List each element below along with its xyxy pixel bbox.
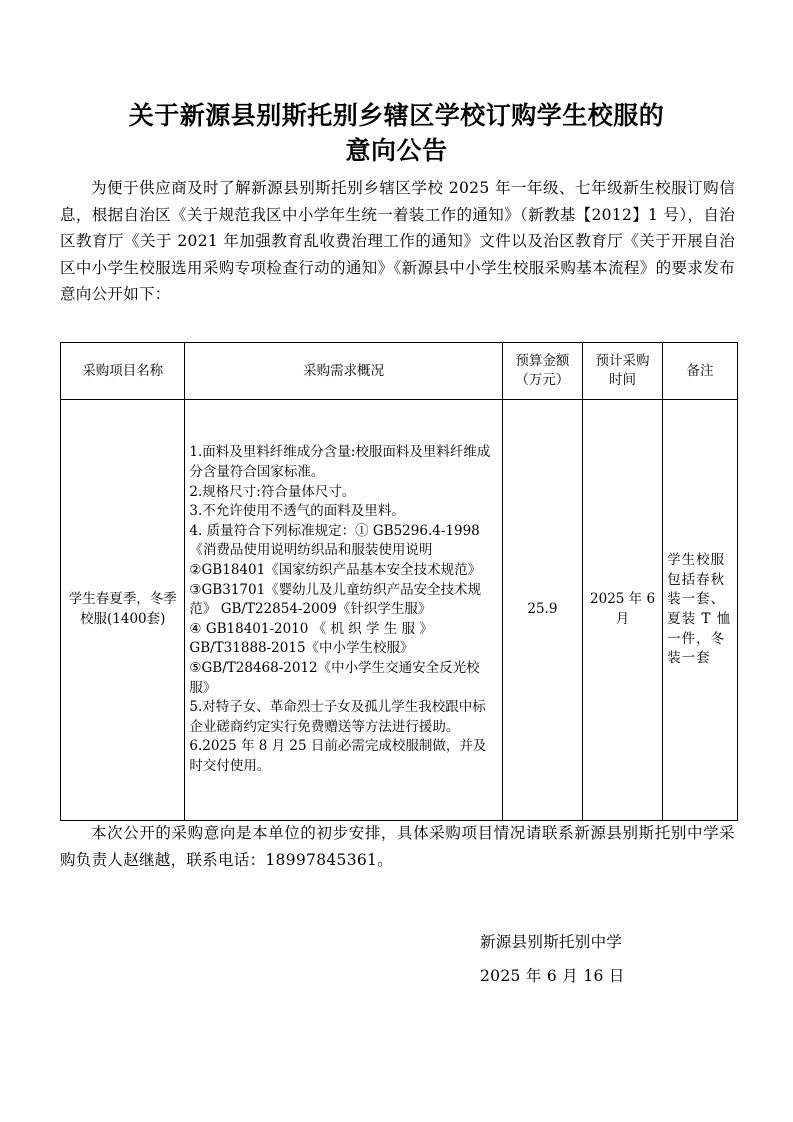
closing-paragraph: 本次公开的采购意向是本单位的初步安排，具体采购项目情况请联系新源县别斯托别中学采购负责人赵继越，联系电话：18997845361。	[60, 824, 735, 869]
requirement-line: ②GB18401《国家纺织产品基本安全技术规范》	[189, 562, 482, 579]
cell-note: 学生校服包括春秋装一套、夏装 T 恤一件，冬装一套	[663, 400, 738, 821]
requirement-line: 5.对特子女、革命烈士子女及孤儿学生我校跟中标企业磋商约定实行免费赠送等方法进行援助。	[189, 699, 486, 735]
header-budget-line2: （万元）	[515, 372, 570, 388]
header-time-line2: 时间	[609, 372, 637, 388]
header-item-name: 采购项目名称	[61, 343, 185, 400]
requirement-line: ⑤GB/T28468-2012《中小学生交通安全反光校服》	[189, 659, 480, 696]
requirement-line: 6.2025 年 8 月 25 日前必需完成校服制做，并及时交付使用。	[189, 738, 487, 774]
procurement-table	[60, 342, 738, 821]
header-time	[582, 343, 662, 400]
cell-time: 2025 年 6 月	[582, 400, 662, 821]
table-row	[61, 400, 738, 821]
header-budget-line1: 预算金额	[515, 353, 570, 369]
requirement-line: ④ GB18401-2010 《 机 织 学 生 服 》 GB/T31888-2015《中小学生校服》	[189, 620, 433, 657]
header-note: 备注	[663, 343, 738, 400]
requirement-line: 4. 质量符合下列标准规定：① GB5296.4-1998《消费品使用说明纺织品和服装使用说明	[189, 522, 480, 559]
header-requirements: 采购需求概况	[185, 343, 502, 400]
announcement-title-line1: 关于新源县别斯托别乡辖区学校订购学生校服的	[128, 101, 665, 130]
requirement-line: 3.不允许使用不透气的面料及里料。	[189, 503, 405, 520]
requirement-line: 1.面料及里料纤维成分含量:校服面料及里料纤维成分含量符合国家标准。	[189, 444, 491, 481]
announcement-title-line2: 意向公告	[345, 136, 448, 165]
requirement-line: 2.规格尺寸:符合量体尺寸。	[189, 483, 356, 500]
signature-organization: 新源县别斯托别中学	[480, 933, 623, 951]
cell-requirements	[185, 400, 502, 821]
intro-paragraph: 为便于供应商及时了解新源县别斯托别乡辖区学校 2025 年一年级、七年级新生校服订购信息，根据自治区《关于规范我区中小学年生统一着装工作的通知》（新教基【2012】1 号），自治区教育厅《关于 2021 年加强教育乱收费治理工作的通知》文件以及治区教育厅《关于开展自治区中小学生校服选用采购专项检查行动的通知》《新源县中小学生校服采购基本流程》的要求发布意向公开如下：	[60, 179, 735, 303]
cell-budget: 25.9	[502, 400, 582, 821]
requirement-line: ③GB31701《婴幼儿及儿童纺织产品安全技术规范》 GB/T22854-2009《针织学生服》	[189, 581, 482, 618]
signature-date: 2025 年 6 月 16 日	[480, 967, 625, 985]
table-header-row	[61, 343, 738, 400]
header-time-line1: 预计采购	[595, 353, 650, 369]
cell-item-name: 学生春夏季，冬季校服(1400套)	[61, 400, 185, 821]
header-budget	[502, 343, 582, 400]
